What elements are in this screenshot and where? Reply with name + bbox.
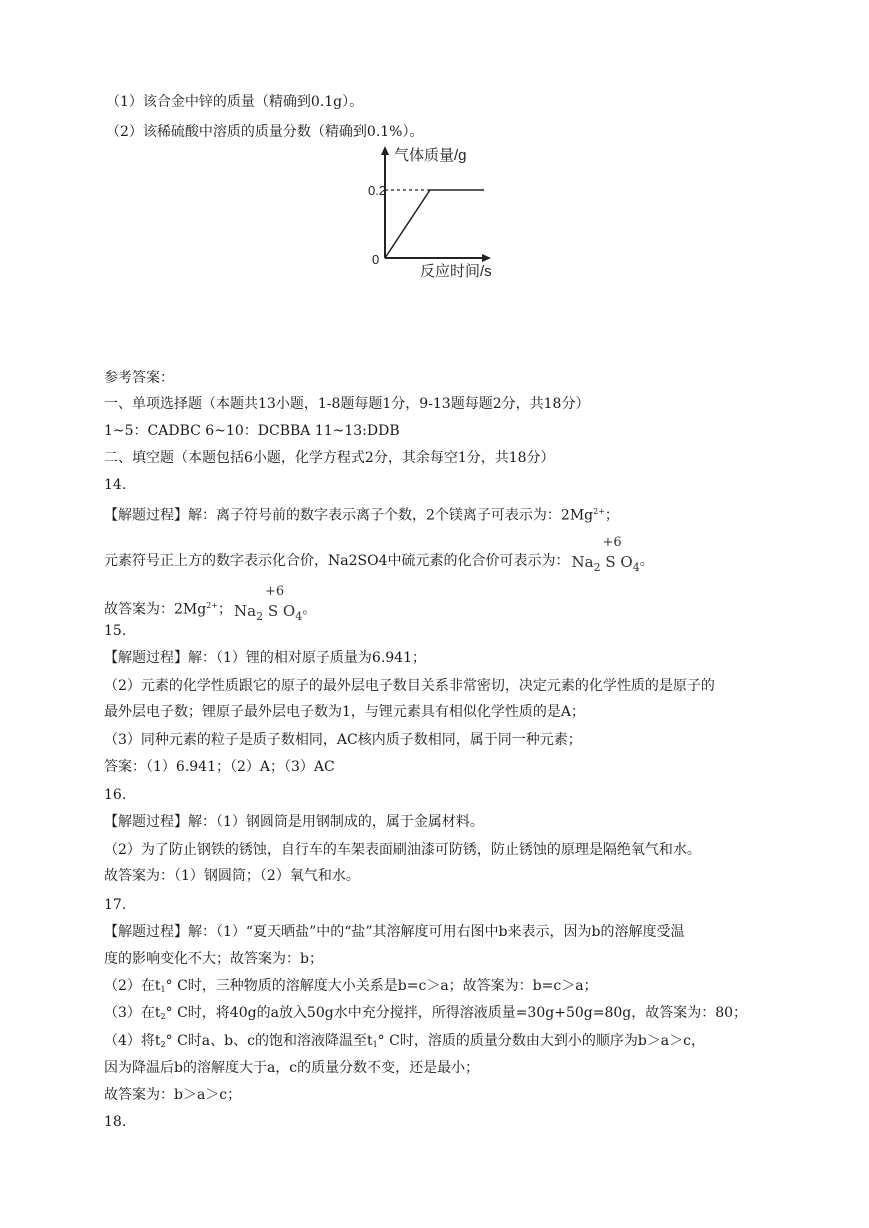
q17-line-1: 【解题过程】解：（1）“夏天晒盐”中的“盐”其溶解度可用右图中b来表示，因为b的溶解度受温 bbox=[104, 924, 685, 940]
q14-line-3: 故答案为：$2Mg^{2+}$； +6 $Na_2$ S $O_4$。 bbox=[104, 596, 316, 627]
solution-tag: 【解题过程】 bbox=[104, 924, 188, 940]
question-2: （2）该稀硫酸中溶质的质量分数（精确到0.1%）。 bbox=[106, 124, 424, 140]
data-line bbox=[385, 190, 484, 258]
na2so4-formula-answer: +6 $Na_2$ S $O_4$ bbox=[234, 583, 303, 623]
y-axis-label: 气体质量/g bbox=[394, 147, 467, 164]
q18-number: 18. bbox=[104, 1114, 127, 1130]
q15-line-5: 答案：（1）6.941；（2）A；（3）AC bbox=[104, 759, 335, 775]
section-2-title: 二、填空题（本题包括6小题，化学方程式2分，其余每空1分，共18分） bbox=[104, 450, 555, 466]
q17-number: 17. bbox=[104, 897, 127, 913]
q15-line-4: （3）同种元素的粒子是质子数相同，AC核内质子数相同，属于同一种元素； bbox=[104, 732, 582, 748]
q17-line-4: （3）在t2° C时，将40g的a放入50g水中充分搅拌，所得溶液质量=30g+50g=80g，故答案为：80； bbox=[104, 1005, 748, 1021]
origin-label: 0 bbox=[372, 252, 380, 267]
q17-line-5: （4）将t2° C时a、b、c的饱和溶液降温至t1° C时，溶质的质量分数由大到小的顺序为b＞a＞c， bbox=[104, 1033, 705, 1049]
q17-line-7: 故答案为：b＞a＞c； bbox=[104, 1087, 242, 1103]
q15-line-1: 【解题过程】解：（1）锂的相对原子质量为6.941； bbox=[104, 650, 426, 666]
question-1: （1）该合金中锌的质量（精确到0.1g）。 bbox=[106, 94, 364, 110]
y-tick-label: 0.2 bbox=[368, 183, 387, 198]
solution-tag: 【解题过程】 bbox=[104, 814, 188, 830]
q17-line-6: 因为降温后b的溶解度大于a，c的质量分数不变，还是最小； bbox=[104, 1060, 480, 1076]
x-axis-label: 反应时间/s bbox=[420, 263, 492, 280]
gas-mass-graph bbox=[360, 140, 520, 290]
solution-tag: 【解题过程】 bbox=[104, 507, 188, 524]
q15-number: 15. bbox=[104, 623, 127, 639]
solution-tag: 【解题过程】 bbox=[104, 650, 188, 666]
section-1-title: 一、单项选择题（本题共13小题，1-8题每题1分，9-13题每题2分，共18分） bbox=[104, 396, 590, 412]
q16-line-2: （2）为了防止钢铁的锈蚀，自行车的车架表面刷油漆可防锈，防止锈蚀的原理是隔绝氧气和水。 bbox=[104, 842, 701, 858]
na2so4-formula: +6 $Na_2$ S $O_4$ bbox=[571, 535, 640, 574]
section-1-answers: 1~5：CADBC 6~10：DCBBA 11~13:DDB bbox=[104, 423, 400, 439]
q15-line-3: 最外层电子数；锂原子最外层电子数为1，与锂元素具有相似化学性质的是A； bbox=[104, 704, 586, 720]
q17-line-3: （2）在t1° C时，三种物质的溶解度大小关系是b=c＞a；故答案为：b=c＞a； bbox=[104, 978, 598, 994]
x-axis-arrow bbox=[482, 254, 491, 262]
q16-line-3: 故答案为：（1）钢圆筒；（2）氧气和水。 bbox=[104, 868, 360, 884]
q14-number: 14. bbox=[104, 477, 127, 493]
q16-line-1: 【解题过程】解：（1）钢圆筒是用钢制成的，属于金属材料。 bbox=[104, 814, 484, 830]
q16-number: 16. bbox=[104, 787, 127, 803]
q14-line-2: 元素符号正上方的数字表示化合价，Na2SO4中硫元素的化合价可表示为： +6 $Na_2$ S $O_4$。 bbox=[104, 551, 654, 578]
q14-line-1: 【解题过程】解：离子符号前的数字表示离子个数，2个镁离子可表示为：$2Mg^{2+}$； bbox=[104, 507, 619, 524]
answers-header: 参考答案： bbox=[104, 370, 174, 386]
q15-line-2: （2）元素的化学性质跟它的原子的最外层电子数目关系非常密切，决定元素的化学性质的是原子的 bbox=[104, 678, 715, 694]
y-axis-arrow bbox=[381, 146, 389, 155]
q17-line-2: 度的影响变化不大；故答案为：b； bbox=[104, 951, 323, 967]
